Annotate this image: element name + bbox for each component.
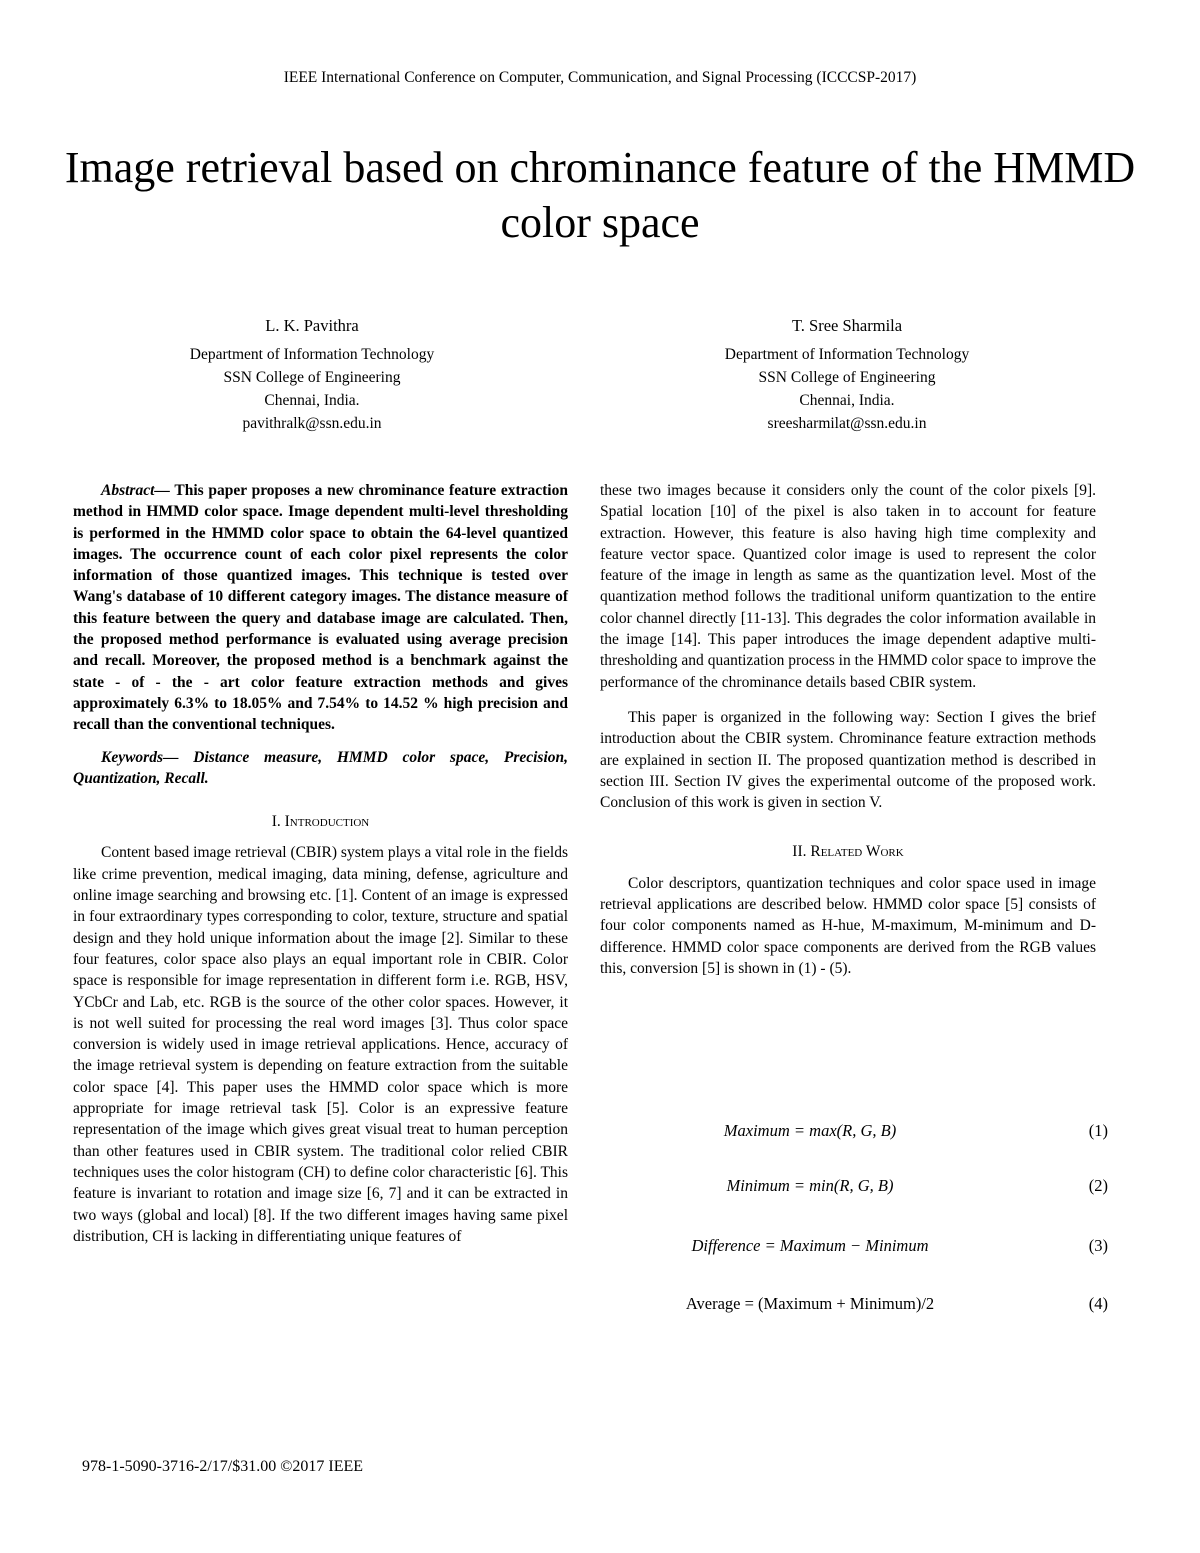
equation-expression: Average = (Maximum + Minimum)/2 xyxy=(685,1294,935,1313)
related-work-paragraph: Color descriptors, quantization techniques and color space used in image retrieval applications are described below. HMMD color space [5] consists of four color components named as H-hue, M-maximum, M-minimum and D-difference. HMMD color space components are derived from the RGB values this, conversion [5] is shown in (1) - (5). xyxy=(600,874,1096,977)
equation-expression: Minimum = min(R, G, B) xyxy=(726,1176,894,1195)
equation xyxy=(600,1121,1110,1145)
author-college: SSN College of Engineering xyxy=(758,369,936,386)
keywords-label: Keywords— xyxy=(101,748,179,766)
left-column xyxy=(73,480,568,1247)
conference-header: IEEE International Conference on Computer, Communication, and Signal Processing (ICCCSP-2017) xyxy=(283,69,917,86)
author-city: Chennai, India. xyxy=(799,392,895,409)
equation-expression: Maximum = max(R, G, B) xyxy=(723,1121,897,1140)
author-dept: Department of Information Technology xyxy=(724,346,970,363)
author-email: pavithralk@ssn.edu.in xyxy=(242,415,382,432)
equation xyxy=(600,1294,1110,1318)
paper-title: Image retrieval based on chrominance feature of the HMMD color space xyxy=(64,143,1136,247)
intro-paragraph-continued: these two images because it considers only the count of the color pixels [9]. Spatial location [10] of the pixel is also taken in to account for feature extraction. However, this feature is also having high time complexity and feature vector space. Quantized color image is used to represent the color feature of the image in length as same as the quantization level. Most of the quantization method follows the traditional uniform quantization to the entire color channel directly [11-13]. This degrades the color information available in the image [14]. This paper introduces the image dependent adaptive multi-thresholding and quantization process in the HMMD color space to improve the performance of the chrominance details based CBIR system. xyxy=(600,482,1096,691)
author-block xyxy=(627,314,1067,435)
right-column xyxy=(600,480,1096,979)
author-name: T. Sree Sharmila xyxy=(791,316,903,335)
author-college: SSN College of Engineering xyxy=(223,369,401,386)
equation xyxy=(600,1236,1110,1260)
equation-number: (1) xyxy=(1088,1121,1108,1140)
abstract-label: Abstract— xyxy=(101,482,170,499)
author-block xyxy=(92,314,532,435)
section-heading-related-work: II. Related Work xyxy=(792,843,904,861)
equation-expression: Difference = Maximum − Minimum xyxy=(691,1236,929,1255)
keywords xyxy=(73,747,568,790)
author-email: sreesharmilat@ssn.edu.in xyxy=(767,415,927,432)
equation xyxy=(600,1176,1110,1200)
author-dept: Department of Information Technology xyxy=(189,346,435,363)
intro-paragraph: Content based image retrieval (CBIR) system plays a vital role in the fields like crime prevention, medical imaging, data mining, defense, agriculture and online image searching and browsing etc. [1]. Content of an image is expressed in four extraordinary types corresponding to color, texture, structure and spatial design and they hold unique information about the image [2]. Similar to these four features, color space also plays an equal important role in CBIR. Color space is responsible for image representation in different form i.e. RGB, HSV, YCbCr and Lab, etc. RGB is the source of the other color spaces. However, it is not well suited for processing the real word images [3]. Thus color space conversion is widely used in image retrieval applications. Hence, accuracy of the image retrieval system is depending on feature extraction from the suitable color space [4]. This paper uses the HMMD color space which is more appropriate for image retrieval task [5]. Color is an expressive feature representation of the image which gives great visual treat to human perception than other features used in CBIR system. The traditional color relied CBIR techniques uses the color histogram (CH) to define color characteristic [6]. This feature is invariant to rotation and image size [6, 7] and it can be extracted in two ways (global and local) [8]. If the two different images having same pixel distribution, CH is lacking in differentiating unique features of xyxy=(73,844,568,1245)
equation-number: (4) xyxy=(1088,1294,1108,1313)
equation-number: (3) xyxy=(1088,1236,1108,1255)
abstract-text: This paper proposes a new chrominance feature extraction method in HMMD color space. Image dependent multi-level thresholding is performed in the HMMD color space to obtain the 64-level quantized images. The occurrence count of each color pixel represents the color information of those quantized images. This technique is tested over Wang's database of 10 different category images. The distance measure of this feature between the query and database image are calculated. Then, the proposed method performance is evaluated using average precision and recall. Moreover, the proposed method is a benchmark against the state - of - the - art color feature extraction methods and gives approximately 6.3% to 18.05% and 7.54% to 14.52 % high precision and recall than the conventional techniques. xyxy=(73,482,568,734)
abstract xyxy=(73,480,568,736)
equation-number: (2) xyxy=(1088,1176,1108,1195)
copyright-footer: 978-1-5090-3716-2/17/$31.00 ©2017 IEEE xyxy=(82,1458,364,1475)
section-heading-introduction: I. Introduction xyxy=(271,813,370,831)
author-city: Chennai, India. xyxy=(264,392,360,409)
keywords-text: Distance measure, HMMD color space, Precision, Quantization, Recall. xyxy=(73,748,568,787)
organization-paragraph: This paper is organized in the following way: Section I gives the brief introduction about the CBIR system. Chrominance feature extraction methods are explained in section II. The proposed quantization method is described in section III. Section IV gives the experimental outcome of the proposed work. Conclusion of this work is given in section V. xyxy=(600,708,1096,812)
author-name: L. K. Pavithra xyxy=(265,316,359,335)
